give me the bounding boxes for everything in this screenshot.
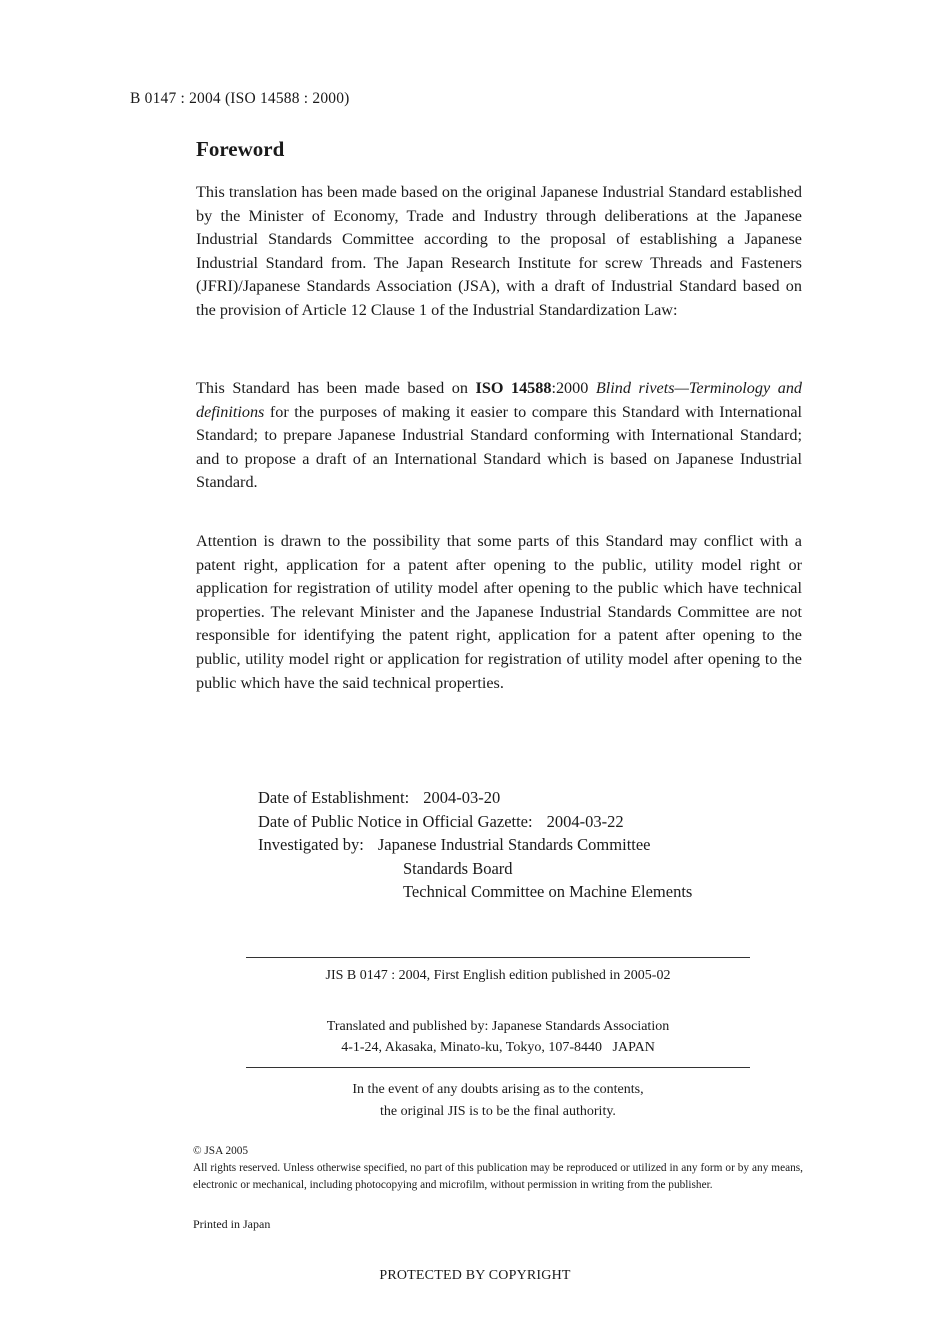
copyright-notice: © JSA 2005 (193, 1145, 249, 1157)
publisher-line-1: Translated and published by: Japanese Standards Association (326, 1019, 670, 1034)
investigated-technical-committee: Technical Committee on Machine Elements (403, 882, 693, 902)
public-notice-row (258, 810, 692, 834)
document-header: B 0147 : 2004 (ISO 14588 : 2000) (130, 90, 350, 107)
establishment-label: Date of Establishment: (258, 788, 410, 807)
establishment-date: 2004-03-20 (423, 788, 501, 807)
investigated-row (258, 833, 692, 857)
publisher-address: 4-1-24, Akasaka, Minato-ku, Tokyo, 107-8440 JAPAN (341, 1040, 655, 1055)
authority-note (246, 1079, 750, 1123)
rights-block (193, 1143, 803, 1194)
authority-line-2: the original JIS is to be the final authority. (380, 1104, 616, 1119)
establishment-row (258, 786, 692, 810)
iso-reference: ISO 14588 (475, 379, 552, 397)
divider-top (246, 957, 750, 958)
edition-note: JIS B 0147 : 2004, First English edition published in 2005-02 (325, 968, 671, 983)
rights-text: All rights reserved. Unless otherwise specified, no part of this publication may be reproduced or utilized in any form or by any means, electronic or mechanical, including photocopying and microfilm, without permission in writing from the publisher. (193, 1162, 803, 1191)
publisher-block (246, 1016, 750, 1058)
printed-in: Printed in Japan (193, 1217, 271, 1231)
public-notice-date: 2004-03-22 (546, 811, 624, 831)
investigated-committee: Japanese Industrial Standards Committee (377, 835, 651, 855)
investigated-board: Standards Board (403, 858, 513, 878)
public-notice-label: Date of Public Notice in Official Gazette: (258, 811, 533, 831)
page-title: Foreword (196, 137, 285, 161)
foreword-paragraph-1: This translation has been made based on the original Japanese Industrial Standard established by the Minister of Economy, Trade and Industry through deliberations at the Japanese Industrial Standards Committee according to the proposal of establishing a Japanese Industrial Standard from. The Japan Research Institute for screw Threads and Fasteners (JFRI)/Japanese Standards Association (JSA), with a draft of Industrial Standard based on the provision of Article 12 Clause 1 of the Industrial Standardization Law: (196, 183, 802, 319)
iso-year: :2000 (551, 379, 596, 397)
foreword-paragraph-2 (196, 377, 802, 495)
p2-start: This Standard has been made based on (196, 379, 476, 397)
copyright-footer: PROTECTED BY COPYRIGHT (379, 1268, 571, 1283)
investigated-label: Investigated by: (258, 835, 364, 855)
authority-line-1: In the event of any doubts arising as to the contents, (352, 1082, 644, 1097)
p2-end: for the purposes of making it easier to compare this Standard with International Standard; to prepare Japanese Industrial Standard conforming with International Standard; and to propose a draft of an International Standard which is based on Japanese Industrial Standard. (196, 402, 802, 492)
establishment-info (258, 786, 692, 904)
foreword-paragraph-3: Attention is drawn to the possibility that some parts of this Standard may conflict with a patent right, application for a patent after opening to the public, utility model right or application for registration of utility model after opening to the public which have technical properties. The relevant Minister and the Japanese Industrial Standards Committee are not responsible for identifying the patent right, application for a patent after opening to the public, utility model right or application for registration of utility model after opening to the public which have the said technical properties. (196, 532, 802, 692)
iso-title: Blind rivets—Terminology and definitions (196, 379, 803, 421)
divider-bottom (246, 1067, 750, 1068)
